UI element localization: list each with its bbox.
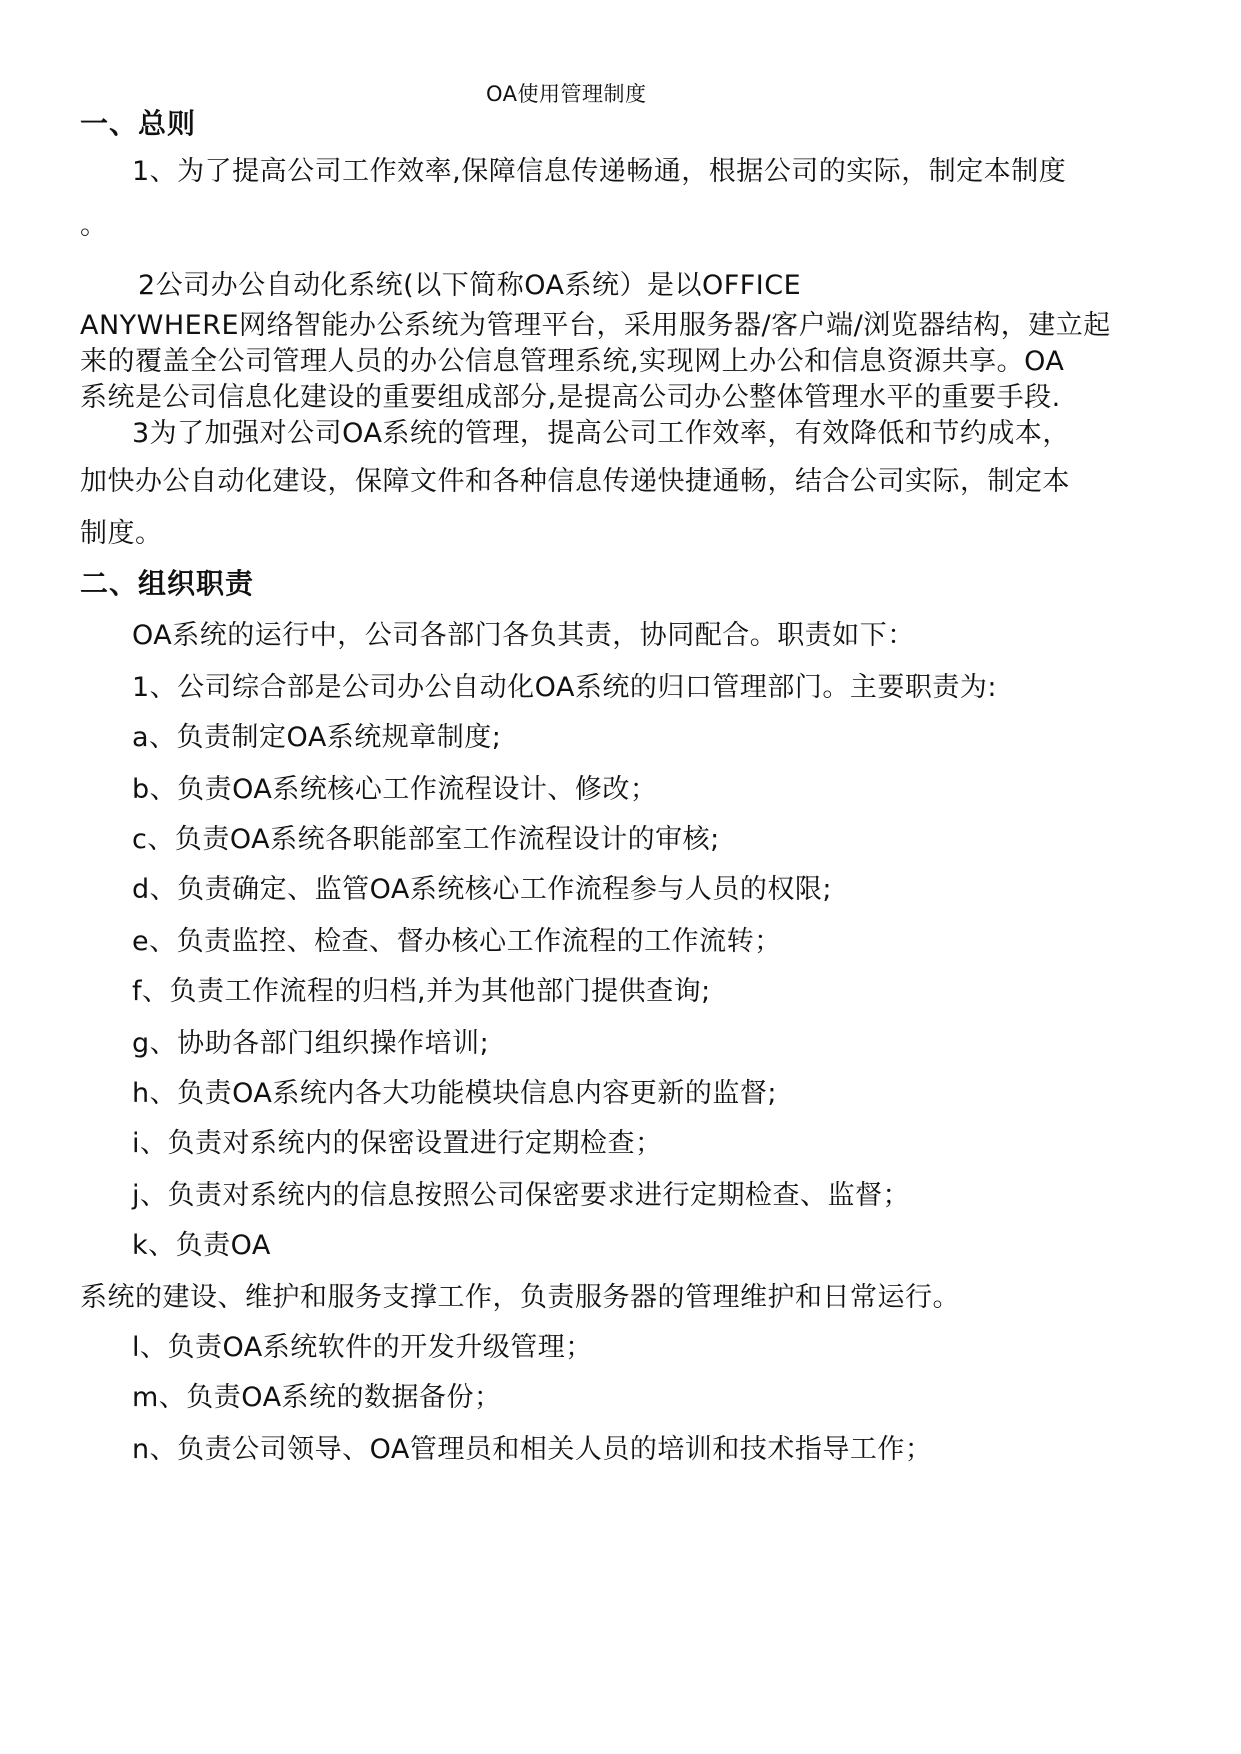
paragraph-line: 系统是公司信息化建设的重要组成部分,是提高公司办公整体管理水平的重要手段. xyxy=(80,382,1061,413)
list-item: k、负责OA xyxy=(132,1230,271,1261)
list-item: g、协助各部门组织操作培训; xyxy=(132,1028,490,1059)
list-item: l、负责OA系统软件的开发升级管理； xyxy=(132,1332,593,1363)
paragraph-line: 系统的建设、维护和服务支撑工作，负责服务器的管理维护和日常运行。 xyxy=(80,1282,960,1313)
paragraph-line: 加快办公自动化建设，保障文件和各种信息传递快捷通畅，结合公司实际，制定本 xyxy=(80,466,1070,497)
list-item: c、负责OA系统各职能部室工作流程设计的审核; xyxy=(132,824,720,855)
list-item: b、负责OA系统核心工作流程设计、修改； xyxy=(132,774,658,805)
list-item: m、负责OA系统的数据备份； xyxy=(132,1382,502,1413)
list-item: j、负责对系统内的信息按照公司保密要求进行定期检查、监督； xyxy=(132,1180,911,1211)
section-heading-general: 一、总则 xyxy=(80,107,197,140)
paragraph-line: 1、公司综合部是公司办公自动化OA系统的归口管理部门。主要职责为: xyxy=(132,672,998,703)
list-item: i、负责对系统内的保密设置进行定期检查； xyxy=(132,1128,663,1159)
list-item: n、负责公司领导、OA管理员和相关人员的培训和技术指导工作； xyxy=(132,1434,933,1465)
paragraph-line: 来的覆盖全公司管理人员的办公信息管理系统,实现网上办公和信息资源共享。OA xyxy=(80,346,1065,377)
paragraph-line: 。 xyxy=(80,210,108,241)
document-title: OA使用管理制度 xyxy=(486,82,647,106)
list-item: h、负责OA系统内各大功能模块信息内容更新的监督; xyxy=(132,1078,777,1109)
list-item: e、负责监控、检查、督办核心工作流程的工作流转； xyxy=(132,926,782,957)
paragraph-line: 制度。 xyxy=(80,518,163,549)
section-heading-organization: 二、组织职责 xyxy=(80,567,255,600)
list-item: a、负责制定OA系统规章制度; xyxy=(132,722,502,753)
paragraph-line: 1、为了提高公司工作效率,保障信息传递畅通，根据公司的实际，制定本制度 xyxy=(132,156,1067,187)
list-item: d、负责确定、监管OA系统核心工作流程参与人员的权限; xyxy=(132,874,832,905)
paragraph-line: ANYWHERE网络智能办公系统为管理平台，采用服务器/客户端/浏览器结构，建立起 xyxy=(80,310,1111,341)
list-item: f、负责工作流程的归档,并为其他部门提供查询; xyxy=(132,976,711,1007)
paragraph-line: OA系统的运行中，公司各部门各负其责，协同配合。职责如下： xyxy=(132,620,915,651)
paragraph-line: 2公司办公自动化系统(以下简称OA系统）是以OFFICE xyxy=(138,270,802,301)
paragraph-line: 3为了加强对公司OA系统的管理，提高公司工作效率，有效降低和节约成本， xyxy=(132,418,1070,449)
